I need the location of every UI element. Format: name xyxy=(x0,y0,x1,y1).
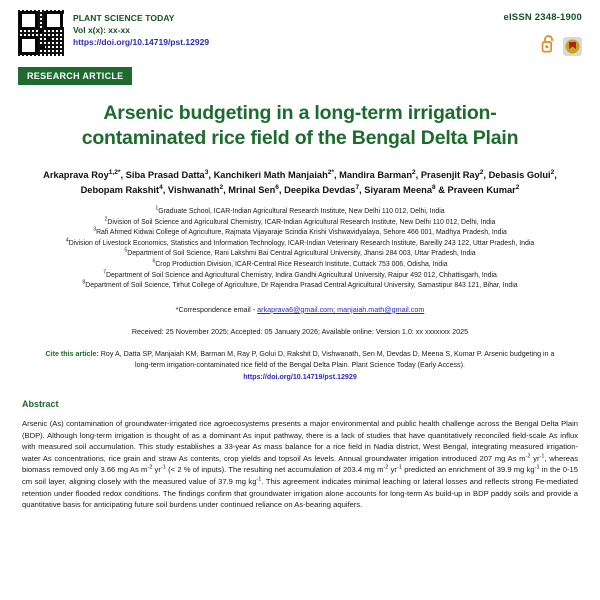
qr-code-icon xyxy=(18,10,64,56)
correspondence-label: *Correspondence email - xyxy=(175,304,258,314)
masthead xyxy=(18,10,582,58)
author-list: Arkaprava Roy$^{1,2*}$, Siba Prasad Datta$^3$, Kanchikeri Math Manjaiah$^{2*}$, Mandira Barman$^2$, Prasenjit Ray$^2$, Debasis Golui$^2$, Debopam Rakshit$^4$, Vishwanath$^2$, Mrinal Sen$^6$, Deepika Devdas$^7$, Siyaram Meena$^8$ & Praveen Kumar$^2$ xyxy=(43,168,557,195)
abstract-heading: Abstract xyxy=(22,398,59,409)
cite-doi-link[interactable]: https://doi.org/10.14719/pst.12929 xyxy=(243,372,357,381)
affiliation-item: $^7$Department of Soil Science and Agricultural Chemistry, Indira Gandhi Agricultural University, Raipur 492 012, Chhattisgarh, India xyxy=(103,269,497,279)
masthead-right xyxy=(503,10,582,58)
journal-meta xyxy=(73,10,209,48)
badge-group xyxy=(503,34,582,58)
page-title: Arsenic budgeting in a long-term irrigation-contaminated rice field of the Bengal Delta Plain xyxy=(81,102,519,149)
affiliation-item: $^1$Graduate School, ICAR-Indian Agricultural Research Institute, New Delhi 110 012, Delhi, India xyxy=(155,205,445,215)
article-type-badge: RESEARCH ARTICLE xyxy=(18,67,132,85)
abstract-text: Arsenic (As) contamination of groundwater-irrigated rice agroecosystems presents a major environmental and public health challenge across the Bengal Delta Plain (BDP). Although long-term irrigation is thought of as a dominant As input pathway, there is a lack of studies that have quantitatively reconciled field-scale As influx with measured soil accumulation. This study establishes a 33-year As mass balance for a rice field in Nadia district, West Bengal, integrating measured irrigation-water As concentrations, rice grain and straw As contents, crop yields and topsoil As levels. Annual groundwater irrigation introduced 207 mg As $m^{-2}$ $yr^{-1}$, whereas biomass removed only 3.66 mg As $m^{-2}$ $yr^{-1}$ (< 2 % of inputs). The resulting net accumulation of 203.4 mg $m^{-2}$ $yr^{-1}$ predicted an enrichment of 39.9 mg $kg^{-1}$ in the 0-15 cm soil layer, aligning closely with the measured value of 37.9 mg $kg^{-1}$. This agreement indicates minimal leaching or lateral losses and reflects strong Fe-mediated retention under flooded redox conditions. The findings confirm that groundwater irrigation alone accounts for long-term As build-up in BDP paddy soils and provide a quantitative basis for anticipating future soil burdens under continued reliance on As-bearing aquifers. xyxy=(22,418,578,510)
cite-text: Roy A, Datta SP, Manjaiah KM, Barman M, Ray P, Golui D, Rakshit D, Vishwanath, Sen M, Devdas D, Meena S, Kumar P. Arsenic budgeting in a long-term irrigation-contaminated rice field of the Bengal Delta Plain. Plant Science Today (Early Access). xyxy=(100,349,555,370)
publication-dates: Received: 25 November 2025; Accepted: 05 January 2026; Available online: Version 1.0: xx xxxxxxx 2025 xyxy=(131,326,469,336)
affiliation-item: $^6$Crop Production Division, ICAR-Central Rice Research Institute, Cuttack 753 006, Odisha, India xyxy=(152,258,448,268)
affiliation-item: $^8$Department of Soil Science, Tirhut College of Agriculture, Dr Rajendra Prasad Central Agricultural University, Samastipur 843 121, Bihar, India xyxy=(82,279,518,290)
affiliation-item: $^3$Rafi Ahmed Kidwai College of Agriculture, Rajmata Vijayaraje Scindia Krishi Vishwavidyalaya, Sehore 466 001, Madhya Pradesh, India xyxy=(93,226,507,237)
journal-name: PLANT SCIENCE TODAY xyxy=(73,13,175,23)
correspondence-email-link[interactable]: arkaprava6@gmail.com; manjaiah.math@gmail.com xyxy=(257,304,425,314)
affiliation-item: $^2$Division of Soil Science and Agricultural Chemistry, ICAR-Indian Agricultural Research Institute, New Delhi 110 012, Delhi, India xyxy=(104,216,496,226)
affiliation-item: $^5$Department of Soil Science, Rani Lakshmi Bai Central Agricultural University, Jhansi 284 003, Uttar Pradesh, India xyxy=(124,248,476,258)
cite-label: Cite this article: xyxy=(45,349,101,358)
affiliation-item: $^4$Division of Livestock Economics, Statistics and Information Technology, ICAR-Indian Veterinary Research Institute, Bareilly 243 122, Uttar Pradesh, India xyxy=(65,237,535,247)
journal-logo-icon xyxy=(563,37,582,56)
journal-volume: Vol x(x): xx-xx xyxy=(73,25,131,35)
affiliation-list xyxy=(32,207,568,292)
citation-block xyxy=(40,349,560,383)
eissn-label: eISSN 2348-1900 xyxy=(503,12,582,23)
journal-doi-link[interactable]: https://doi.org/10.14719/pst.12929 xyxy=(73,37,210,47)
masthead-left xyxy=(18,10,209,56)
correspondence-line xyxy=(18,304,582,315)
open-access-icon xyxy=(541,34,556,58)
abstract-section xyxy=(22,399,578,511)
